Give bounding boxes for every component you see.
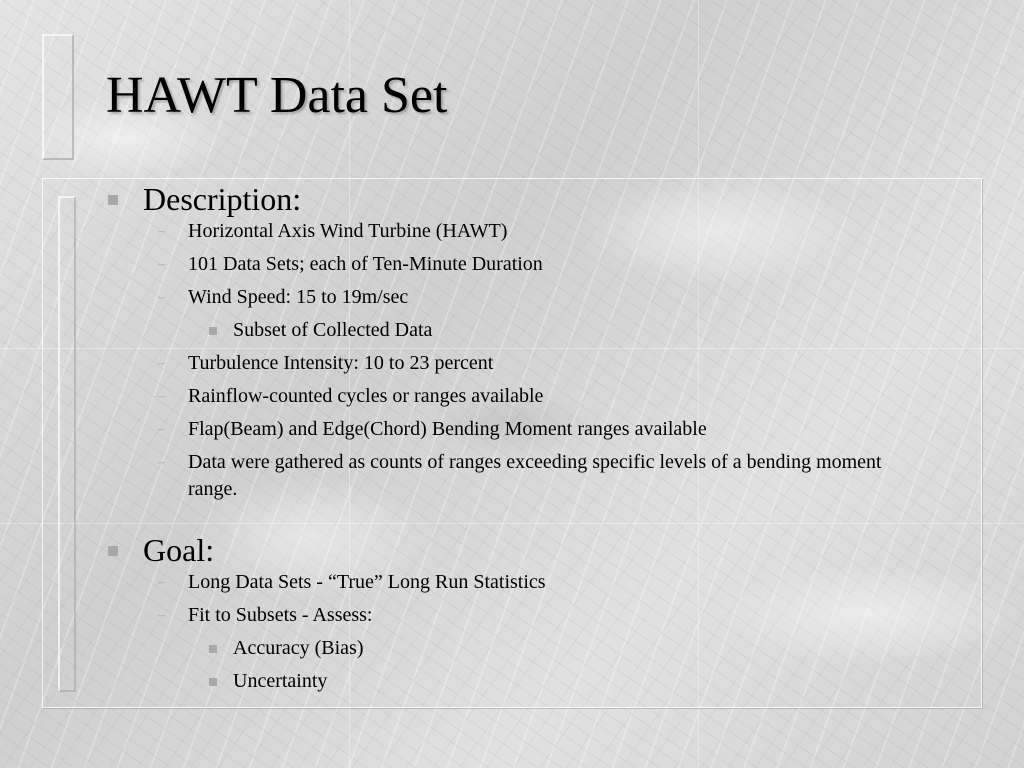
sub-bullet [104,416,924,443]
dash-marker: – [158,455,165,470]
sub-bullet [104,251,924,278]
sub-bullet [104,350,924,377]
small-square-bullet-icon [209,678,217,686]
decorative-title-bar [42,34,74,160]
dash-marker: – [158,575,165,590]
sub-sub-bullet [104,317,924,344]
sub-bullet-text: Horizontal Axis Wind Turbine (HAWT) [188,220,508,242]
square-bullet-icon [108,546,118,556]
sub-bullet-text: Fit to Subsets - Assess: [188,604,373,626]
small-square-bullet-icon [209,327,217,335]
sub-sub-bullet [104,635,924,662]
sub-bullet-text: Data were gathered as counts of ranges exceeding specific levels of a bending moment range. [188,451,882,500]
sub-sub-bullet-text: Subset of Collected Data [233,319,433,341]
sub-bullet-text: Turbulence Intensity: 10 to 23 percent [188,352,494,374]
sub-sub-bullet [104,668,924,695]
bullet-goal [104,531,924,569]
sub-sub-bullet-text: Accuracy (Bias) [233,637,364,659]
slide-title: HAWT Data Set [106,67,448,124]
dash-marker: – [158,257,165,272]
sub-bullet [104,602,924,629]
sub-bullet [104,218,924,245]
sub-bullet-text: Wind Speed: 15 to 19m/sec [188,286,409,308]
dash-marker: – [158,356,165,371]
bullet-description [104,180,924,218]
sub-sub-bullet-text: Uncertainty [233,670,328,692]
dash-marker: – [158,224,165,239]
sub-bullet [104,383,924,410]
sub-bullet-text: Rainflow-counted cycles or ranges available [188,385,544,407]
bullet-heading: Description: [143,181,302,217]
dash-marker: – [158,608,165,623]
slide-body [104,180,924,695]
dash-marker: – [158,290,165,305]
sub-bullet-text: Flap(Beam) and Edge(Chord) Bending Moment ranges available [188,418,707,440]
square-bullet-icon [108,195,118,205]
sub-bullet [104,284,924,311]
sub-bullet [104,449,924,503]
sub-bullet-text: 101 Data Sets; each of Ten-Minute Duration [188,253,543,275]
dash-marker: – [158,422,165,437]
sub-bullet [104,569,924,596]
small-square-bullet-icon [209,645,217,653]
bullet-heading: Goal: [143,532,215,568]
dash-marker: – [158,389,165,404]
decorative-side-bar [58,196,76,692]
sub-bullet-text: Long Data Sets - “True” Long Run Statistics [188,571,546,593]
